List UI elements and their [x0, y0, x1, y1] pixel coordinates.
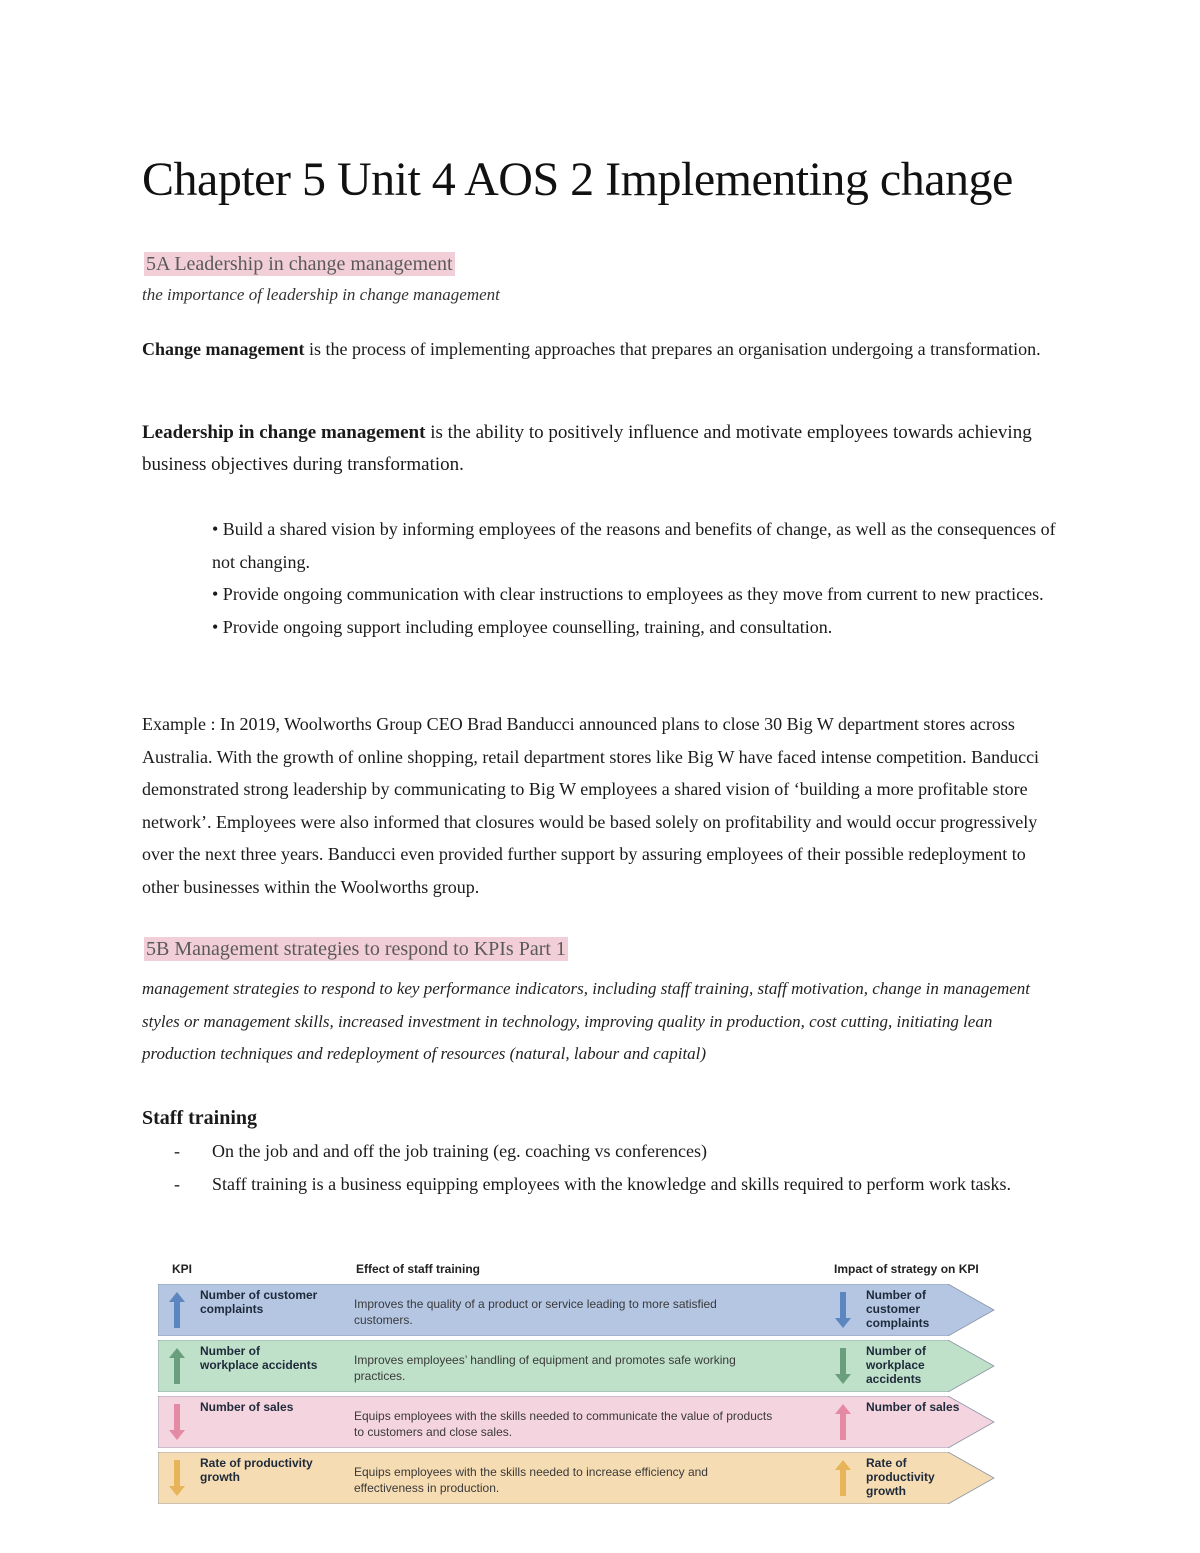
kpi-table	[158, 1262, 998, 1512]
kpi-effect: Improves employees’ handling of equipment and promotes safe working practices.	[354, 1353, 736, 1383]
effect-header: Effect of staff training	[356, 1262, 481, 1276]
table-row	[158, 1284, 998, 1336]
kpi-impact-name: Number of workplace accidents	[866, 1344, 926, 1386]
impact-up-arrow-icon	[834, 1402, 852, 1442]
kpi-impact-name: Number of sales	[866, 1400, 960, 1414]
kpi-effect: Equips employees with the skills needed to increase efficiency and effectiveness in production.	[354, 1465, 708, 1495]
kpi-up-arrow-icon	[168, 1346, 186, 1386]
table-row	[158, 1340, 998, 1392]
kpi-name: Rate of productivity growth	[200, 1456, 313, 1484]
kpi-effect: Equips employees with the skills needed to communicate the value of products to customers and close sales.	[354, 1409, 773, 1439]
list-item: • Provide ongoing support including employee counselling, training, and consultation.	[212, 616, 833, 637]
kpi-name: Number of workplace accidents	[200, 1344, 318, 1372]
kpi-up-arrow-icon	[168, 1290, 186, 1330]
staff-training-title: Staff training	[142, 1107, 257, 1129]
leadership-definition: Leadership in change management is the ability to positively influence and motivate employees towards achieving business objectives during transformation.	[142, 422, 1032, 475]
kpi-impact-name: Number of customer complaints	[866, 1288, 930, 1330]
kpi-name: Number of customer complaints	[200, 1288, 318, 1316]
table-row	[158, 1396, 998, 1448]
impact-up-arrow-icon	[834, 1458, 852, 1498]
table-row	[158, 1452, 998, 1504]
staff-training-list	[142, 1135, 1062, 1200]
kpi-name: Number of sales	[200, 1400, 294, 1414]
section-5b-subheading: management strategies to respond to key performance indicators, including staff training, staff motivation, change in management styles or management skills, increased investment in technology, improving quality in production, cost cutting, initiating lean production techniques and redeployment of resources (natural, labour and capital)	[142, 979, 1030, 1063]
impact-down-arrow-icon	[834, 1346, 852, 1386]
impact-down-arrow-icon	[834, 1290, 852, 1330]
list-item: - On the job and and off the job training (eg. coaching vs conferences)	[174, 1141, 707, 1161]
kpi-effect: Improves the quality of a product or service leading to more satisfied customers.	[354, 1297, 717, 1327]
leadership-bullets	[212, 513, 1062, 643]
woolworths-example: Example : In 2019, Woolworths Group CEO Brad Banducci announced plans to close 30 Big W department stores across Australia. With the growth of online shopping, retail department stores like Big W have faced intense competition. Banducci demonstrated strong leadership by communicating to Big W employees a shared vision of ‘building a more profitable store network’. Employees were also informed that closures would be based solely on profitability and would occur progressively over the next three years. Banducci even provided further support by assuring employees of their possible redeployment to other businesses within the Woolworths group.	[142, 714, 1040, 897]
kpi-header: KPI	[172, 1262, 193, 1276]
impact-header: Impact of strategy on KPI	[834, 1262, 979, 1276]
list-item: • Build a shared vision by informing employees of the reasons and benefits of change, as well as the consequences of not changing.	[212, 519, 1056, 572]
section-5a-heading: 5A Leadership in change management	[146, 253, 453, 275]
section-5b-heading: 5B Management strategies to respond to KPIs Part 1	[146, 938, 566, 960]
change-management-definition: Change management is the process of implementing approaches that prepares an organisation undergoing a transformation.	[142, 339, 1041, 359]
list-item: • Provide ongoing communication with clear instructions to employees as they move from current to new practices.	[212, 584, 1044, 604]
kpi-impact-name: Rate of productivity growth	[866, 1456, 935, 1498]
kpi-down-arrow-icon	[168, 1458, 186, 1498]
page-title: Chapter 5 Unit 4 AOS 2 Implementing change	[142, 153, 1013, 206]
section-5a-subheading: the importance of leadership in change management	[142, 285, 500, 304]
list-item: - Staff training is a business equipping employees with the knowledge and skills required to perform work tasks.	[174, 1173, 1012, 1194]
kpi-down-arrow-icon	[168, 1402, 186, 1442]
